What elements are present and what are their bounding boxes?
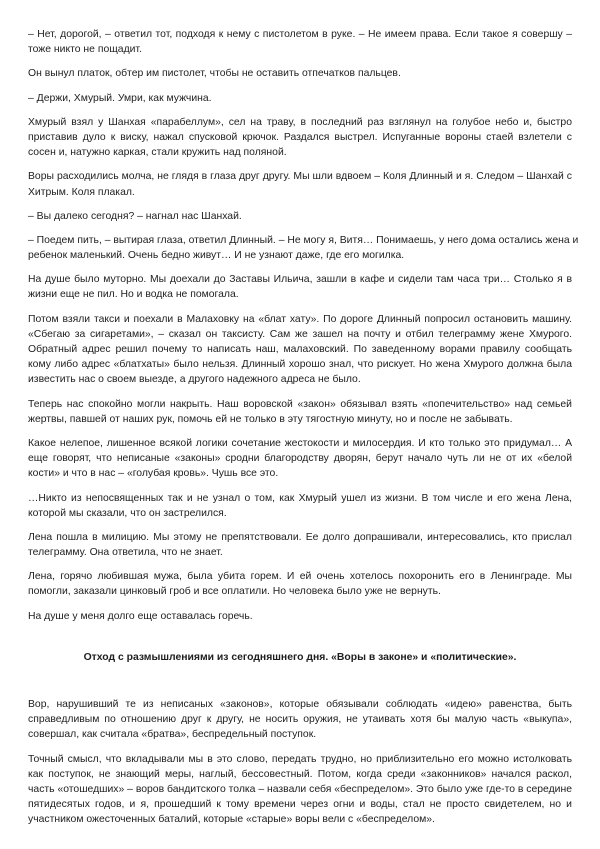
paragraph [28, 209, 572, 224]
section-heading: Отход с размышлениями из сегодняшнего дня. «Воры в законе» и «политические». [83, 651, 517, 663]
text-line: Вор, нарушивший те из неписаных «законов», которые обязывали соблюдать «идею» равенства, быть [28, 699, 572, 711]
text-line: Хмурый взял у Шанхая «парабеллум», сел на траву, в последний раз взглянул на голубое небо и, быстро [28, 116, 572, 128]
paragraph [28, 397, 572, 427]
paragraph [28, 312, 572, 388]
paragraph [28, 91, 572, 106]
paragraph [28, 609, 572, 624]
text-line: приставив дуло к виску, нажал спусковой крючок. Раздался выстрел. Испуганные вороны стаей взлетели с [28, 131, 572, 143]
text-line: кому либо адрес «блатхаты» было нельзя. Длинный хорошо знал, что рискует. Но жена Хмурого должна была [28, 359, 572, 371]
text-line: Какое нелепое, лишенное всякой логики сочетание жестокости и милосердия. И кто только это придумал… А [28, 437, 572, 449]
text-line: – Поедем пить, – вытирая глаза, ответил Длинный. – Не могу я, Витя… Понимаешь, у него дома остались жена и [28, 234, 579, 246]
text-line: На душе было муторно. Мы доехали до Заставы Ильича, зашли в кафе и сидели там часа три… Столько я в [28, 274, 572, 286]
text-line: тоже никто не пощадит. [28, 44, 142, 56]
text-line: сосен и, натужно каркая, стали кружить над поляной. [28, 147, 287, 159]
text-line: Обратный адрес решил почему то написать наш, малаховский. По заведенному ворами правилу сообщать [28, 344, 572, 355]
text-line: – Вы далеко сегодня? – нагнал нас Шанхай. [28, 210, 242, 222]
paragraph [28, 233, 579, 263]
document-page [28, 27, 579, 837]
paragraph [28, 436, 572, 482]
text-line: кости» и что в нас – «голубая кровь». Чушь все это. [28, 468, 279, 480]
text-line: известить нас о своем выезде, а другого надежного адреса не было. [28, 374, 361, 386]
text-line: Он вынул платок, обтер им пистолет, чтобы не оставить отпечатков пальцев. [28, 68, 401, 80]
text-line: …Никто из непосвященных так и не узнал о том, как Хмурый ушел из жизни. В том числе и его жена Лена, [28, 492, 572, 504]
text-line: как поступок, не знающий меры, наглый, бессовестный. Потом, когда среди «законников» начался раскол, [28, 768, 572, 780]
paragraph [28, 491, 572, 521]
paragraph [28, 27, 572, 57]
paragraph [28, 272, 572, 302]
paragraph [28, 752, 572, 828]
paragraph [28, 530, 572, 560]
text-line: Воры расходились молча, не глядя в глаза друг другу. Мы шли вдвоем – Коля Длинный и я. Следом – Шанхай с [28, 171, 572, 183]
body-text-section-2 [28, 697, 572, 828]
paragraph [28, 115, 572, 161]
text-line: еще говорят, что неписаные «законы» сродни благородству дворян, берут начало чуть ли не от их «белой [28, 453, 572, 465]
text-line: ребенок маленький. Очень бедно живут… И не узнают даже, где его могилка. [28, 250, 405, 262]
text-line: жизни еще не пил. Но и водка не помогала. [28, 289, 239, 301]
text-line: телеграмму. Она ответила, что не знает. [28, 547, 223, 559]
text-line: помогли, заказали цинковый гроб и все оплатили. Но человека было уже не вернуть. [28, 586, 441, 598]
text-line: На душе у меня долго еще оставалась горечь. [28, 610, 253, 622]
text-line: Потом взяли такси и поехали в Малаховку на «блат хату». По дороге Длинный попросил остановить машину. [28, 313, 572, 325]
text-line: часть «отошедших» – воров бандитского толка – назвали себя «беспределом». Это было уже где-то в середине [28, 783, 572, 795]
text-line: Лена пошла в милицию. Мы этому не препятствовали. Ее долго допрашивали, интересовались, кто прислал [28, 531, 572, 543]
paragraph [28, 66, 572, 81]
text-line: Точный смысл, что вкладывали мы в это слово, передать трудно, но приблизительно его можно истолковать [28, 753, 572, 765]
text-line: совершал, как считала «братва», беспредельный поступок. [28, 729, 317, 741]
text-line: Лена, горячо любившая мужа, была убита горем. И ей очень хотелось похоронить его в Ленинграде. Мы [28, 571, 572, 583]
paragraph [28, 697, 572, 743]
paragraph [28, 169, 572, 199]
text-line: Хитрым. Коля плакал. [28, 186, 135, 198]
text-line: пятидесятых годов, и я, прошедший к тому времени через огни и воды, стал не просто свидетелем, но и [28, 799, 572, 811]
text-line: жертвы, павшей от наших рук, помочь ей не только в эту тягостную минуту, но и после не забывать. [28, 413, 513, 425]
text-line: – Нет, дорогой, – ответил тот, подходя к нему с пистолетом в руке. – Не имеем права. Если такое я совершу – [28, 29, 572, 40]
text-line: «Сбегаю за сигаретами», – сказал он таксисту. Сам же зашел на почту и отбил телеграмму жене Хмурого. [28, 328, 572, 340]
text-line: – Держи, Хмурый. Умри, как мужчина. [28, 92, 212, 104]
body-text-section [28, 27, 579, 624]
text-line: участником ожесточенных баталий, которые «старые» воры вели с «беспределом». [28, 814, 435, 826]
text-line: Теперь нас спокойно могли накрыть. Наш воровской «закон» обязывал взять «попечительство» над семьей [28, 398, 572, 410]
text-line: справедливым по отношению друг к другу, не носить оружия, не утаивать хотя бы малую часть «выкупа», [28, 714, 572, 726]
paragraph [28, 569, 572, 599]
text-line: которой мы сказали, что он застрелился. [28, 507, 227, 519]
